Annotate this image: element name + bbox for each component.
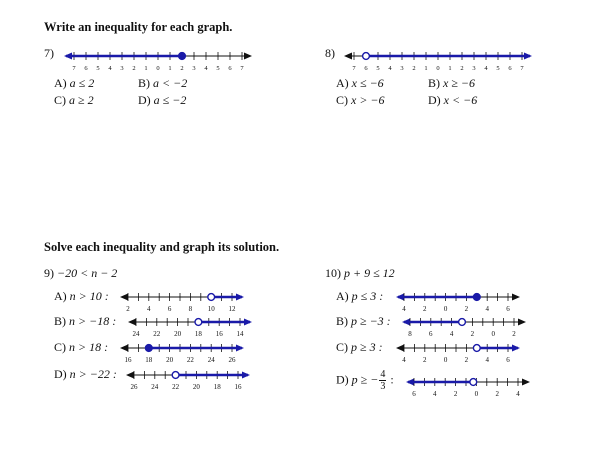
tick-label: 4	[449, 330, 454, 338]
open-endpoint	[172, 372, 179, 379]
tick-label: 2	[470, 330, 475, 338]
tick-label: 4	[402, 356, 406, 364]
number-line-q7	[60, 50, 260, 72]
tick-label: 3	[192, 65, 196, 72]
tick-label: 5	[496, 65, 500, 72]
tick-label: 0	[474, 390, 479, 398]
tick-label: 2	[126, 305, 130, 313]
q7-choice-a[interactable]: A) a ≤ 2	[54, 76, 95, 90]
tick-label: 4	[108, 65, 112, 72]
q10-choice-a[interactable]: A) p ≤ 3 :	[336, 289, 384, 303]
open-endpoint	[195, 319, 202, 326]
tick-label: 4	[516, 390, 520, 398]
tick-label: 6	[506, 305, 510, 313]
tick-label: 0	[156, 65, 160, 72]
question-10: 10) p + 9 ≤ 12	[325, 266, 395, 280]
tick-label: 4	[485, 356, 489, 364]
question-9: 9) −20 < n − 2	[44, 266, 118, 280]
tick-label: 22	[153, 330, 161, 338]
tick-label: 7	[240, 65, 244, 72]
tick-label: 18	[194, 330, 202, 338]
number-line-q10b	[400, 316, 530, 336]
axis-arrow-left	[344, 53, 352, 60]
tick-label: 6	[167, 305, 172, 313]
tick-label: 1	[424, 65, 428, 72]
tick-label: 2	[464, 305, 469, 313]
tick-label: 2	[495, 390, 499, 398]
tick-label: 8	[408, 330, 412, 338]
tick-label: 4	[204, 65, 208, 72]
tick-label: 1	[448, 65, 452, 72]
tick-label: 4	[388, 65, 392, 72]
q8-choice-c[interactable]: C) x > −6	[336, 93, 385, 107]
q9-choice-c[interactable]: C) n > 18 :	[54, 340, 109, 354]
number-line-q9b	[126, 316, 256, 336]
tick-label: 24	[132, 330, 140, 338]
tick-label: 2	[132, 65, 136, 72]
open-endpoint	[459, 319, 466, 326]
tick-label: 3	[472, 65, 476, 72]
tick-label: 4	[433, 390, 437, 398]
tick-label: 7	[352, 65, 356, 72]
q8-choice-d[interactable]: D) x < −6	[428, 93, 478, 107]
question-7-number: 7)	[44, 46, 54, 60]
tick-label: 1	[144, 65, 148, 72]
axis-arrow-right	[518, 319, 526, 326]
closed-endpoint	[473, 294, 480, 301]
tick-label: 6	[412, 390, 416, 398]
tick-label: 24	[207, 356, 215, 364]
axis-arrow-left	[396, 345, 404, 352]
tick-label: 6	[84, 65, 88, 72]
closed-endpoint	[179, 53, 186, 60]
axis-arrow-left	[126, 372, 134, 379]
axis-arrow-left	[128, 319, 136, 326]
q10-choice-b[interactable]: B) p ≥ −3 :	[336, 314, 391, 328]
tick-label: 22	[186, 356, 194, 364]
tick-label: 2	[464, 356, 469, 364]
tick-label: 2	[180, 65, 184, 72]
q7-choice-c[interactable]: C) a ≥ 2	[54, 93, 94, 107]
tick-label: 2	[460, 65, 464, 72]
tick-label: 6	[429, 330, 433, 338]
axis-arrow-left	[120, 345, 128, 352]
number-line-q9d	[124, 369, 254, 389]
tick-label: 26	[130, 383, 138, 391]
section-heading-graphs: Write an inequality for each graph.	[44, 20, 233, 34]
axis-arrow-right	[522, 379, 530, 386]
number-line-q9a	[118, 291, 248, 311]
tick-label: 5	[96, 65, 100, 72]
closed-endpoint	[145, 345, 152, 352]
tick-label: 0	[491, 330, 495, 338]
tick-label: 5	[376, 65, 380, 72]
tick-label: 5	[216, 65, 220, 72]
tick-label: 26	[228, 356, 236, 364]
tick-label: 2	[453, 390, 458, 398]
number-line-q9c	[118, 342, 248, 362]
tick-label: 1	[168, 65, 172, 72]
q8-choice-a[interactable]: A) x ≤ −6	[336, 76, 384, 90]
tick-label: 7	[72, 65, 76, 72]
q9-choice-a[interactable]: A) n > 10 :	[54, 289, 109, 303]
number-line-q8	[340, 50, 540, 72]
tick-label: 18	[213, 383, 221, 391]
tick-label: 0	[443, 356, 448, 364]
tick-label: 8	[188, 305, 193, 313]
tick-label: 10	[207, 305, 215, 313]
tick-label: 4	[484, 65, 488, 72]
tick-label: 20	[166, 356, 174, 364]
section-heading-solve: Solve each inequality and graph its solution.	[44, 240, 280, 254]
tick-label: 16	[234, 383, 242, 391]
tick-label: 14	[236, 330, 244, 338]
q8-choice-b[interactable]: B) x ≥ −6	[428, 76, 476, 90]
tick-label: 20	[192, 383, 200, 391]
question-9-problem: −20 < n − 2	[57, 266, 118, 280]
tick-label: 6	[506, 356, 510, 364]
tick-label: 2	[412, 65, 416, 72]
q10-choice-d[interactable]: D) p ≥ − $\frac{4}{3}$ :	[336, 369, 394, 392]
fraction-four-thirds: $\frac{4}{3}$	[380, 369, 386, 392]
tick-label: 20	[174, 330, 182, 338]
tick-label: 6	[228, 65, 232, 72]
tick-label: 4	[147, 305, 151, 313]
q7-choice-d[interactable]: D) a ≤ −2	[138, 93, 187, 107]
tick-label: 2	[423, 305, 427, 313]
tick-label: 3	[400, 65, 404, 72]
q7-choice-b[interactable]: B) a < −2	[138, 76, 188, 90]
tick-label: 16	[215, 330, 223, 338]
question-10-problem: p + 9 ≤ 12	[344, 266, 395, 280]
number-line-q10a	[394, 291, 524, 311]
open-endpoint	[470, 379, 477, 386]
tick-label: 6	[508, 65, 512, 72]
tick-label: 4	[402, 305, 406, 313]
q10-choice-c[interactable]: C) p ≥ 3 :	[336, 340, 383, 354]
tick-label: 2	[512, 330, 516, 338]
tick-label: 4	[485, 305, 489, 313]
axis-arrow-right	[512, 294, 520, 301]
tick-label: 0	[443, 305, 448, 313]
tick-label: 12	[228, 305, 236, 313]
tick-label: 0	[436, 65, 440, 72]
tick-label: 6	[364, 65, 368, 72]
tick-label: 18	[145, 356, 153, 364]
tick-label: 3	[120, 65, 124, 72]
tick-label: 22	[172, 383, 180, 391]
open-endpoint	[208, 294, 215, 301]
tick-label: 7	[520, 65, 524, 72]
tick-label: 24	[151, 383, 159, 391]
axis-arrow-left	[120, 294, 128, 301]
tick-label: 2	[423, 356, 427, 364]
open-endpoint	[363, 53, 370, 60]
open-endpoint	[473, 345, 480, 352]
q9-choice-d[interactable]: D) n > −22 :	[54, 367, 117, 381]
question-8-number: 8)	[325, 46, 335, 60]
number-line-q10d	[404, 376, 534, 396]
number-line-q10c	[394, 342, 524, 362]
tick-label: 16	[124, 356, 132, 364]
axis-arrow-right	[244, 53, 252, 60]
q9-choice-b[interactable]: B) n > −18 :	[54, 314, 117, 328]
